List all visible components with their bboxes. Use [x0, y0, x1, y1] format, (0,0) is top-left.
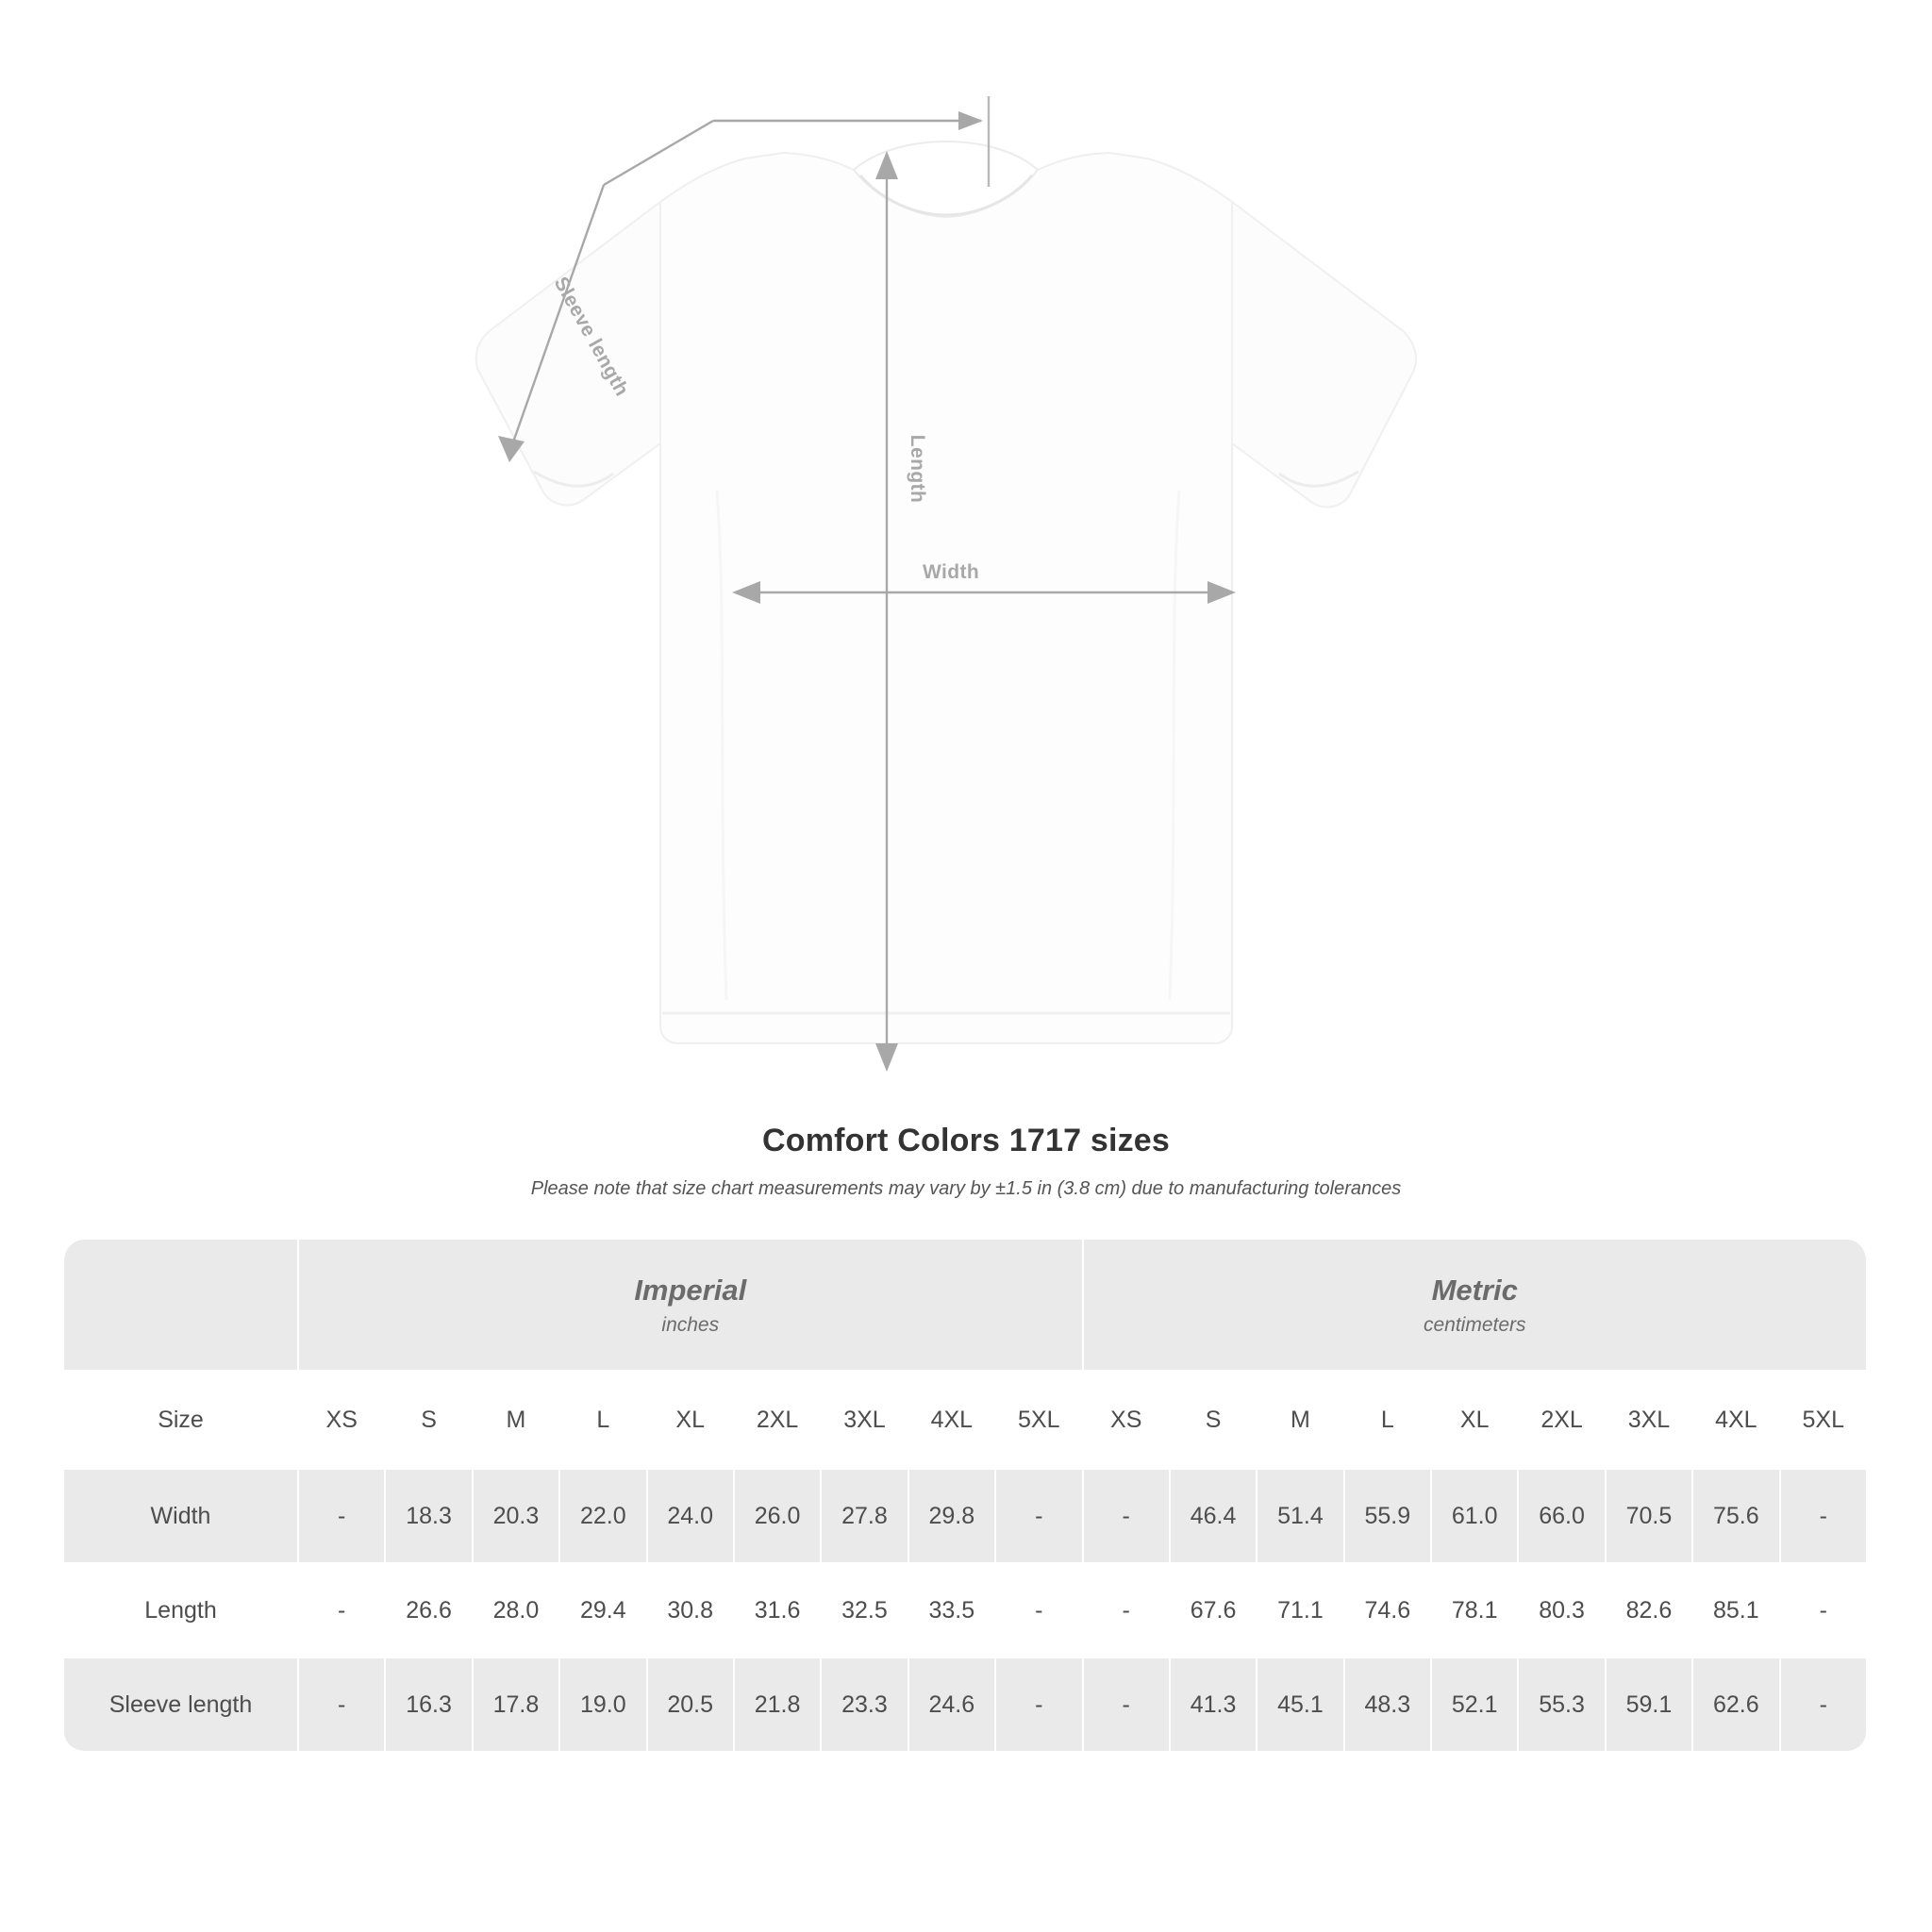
cell-sleeve-imperial-4xl: 24.6	[909, 1658, 996, 1753]
cell-length-metric-4xl: 85.1	[1693, 1564, 1780, 1658]
cell-width-metric-4xl: 75.6	[1693, 1470, 1780, 1564]
cell-width-metric-3xl: 70.5	[1607, 1470, 1693, 1564]
unit-system-row	[64, 1240, 1868, 1372]
cell-sleeve-metric-xs: -	[1084, 1658, 1171, 1753]
cell-length-metric-5xl: -	[1781, 1564, 1868, 1658]
cell-length-metric-3xl: 82.6	[1607, 1564, 1693, 1658]
size-table-container	[64, 1240, 1868, 1753]
cell-length-metric-xs: -	[1084, 1564, 1171, 1658]
cell-width-imperial-l: 22.0	[560, 1470, 647, 1564]
size-header-metric-3xl: 3XL	[1607, 1372, 1693, 1470]
cell-sleeve-imperial-m: 17.8	[474, 1658, 560, 1753]
sleeve-length-annotation-label: Sleeve length	[549, 273, 633, 400]
cell-width-metric-l: 55.9	[1345, 1470, 1432, 1564]
cell-width-metric-5xl: -	[1781, 1470, 1868, 1564]
cell-sleeve-imperial-xs: -	[299, 1658, 386, 1753]
size-header-metric-s: S	[1171, 1372, 1257, 1470]
size-header-imperial-3xl: 3XL	[822, 1372, 908, 1470]
cell-sleeve-metric-3xl: 59.1	[1607, 1658, 1693, 1753]
unit-group-imperial-unit: inches	[661, 1314, 720, 1337]
size-header-metric-m: M	[1257, 1372, 1344, 1470]
cell-length-imperial-m: 28.0	[474, 1564, 560, 1658]
cell-width-imperial-2xl: 26.0	[735, 1470, 822, 1564]
cell-sleeve-imperial-3xl: 23.3	[822, 1658, 908, 1753]
unit-group-metric	[1084, 1240, 1868, 1372]
cell-length-imperial-l: 29.4	[560, 1564, 647, 1658]
cell-length-imperial-s: 26.6	[386, 1564, 473, 1658]
cell-sleeve-metric-xl: 52.1	[1432, 1658, 1519, 1753]
unit-group-imperial	[299, 1240, 1084, 1372]
unit-group-metric-name: Metric	[1431, 1273, 1518, 1307]
length-annotation-label: Length	[907, 434, 929, 504]
unit-group-metric-unit: centimeters	[1423, 1314, 1526, 1337]
row-label-width: Width	[64, 1470, 299, 1564]
cell-length-imperial-xl: 30.8	[648, 1564, 735, 1658]
table-row	[64, 1658, 1868, 1753]
table-row	[64, 1470, 1868, 1564]
size-header-imperial-2xl: 2XL	[735, 1372, 822, 1470]
cell-sleeve-metric-4xl: 62.6	[1693, 1658, 1780, 1753]
row-label-sleeve-length: Sleeve length	[64, 1658, 299, 1753]
size-header-imperial-xs: XS	[299, 1372, 386, 1470]
cell-width-metric-m: 51.4	[1257, 1470, 1344, 1564]
cell-width-metric-2xl: 66.0	[1519, 1470, 1606, 1564]
page-title: Comfort Colors 1717 sizes	[761, 1123, 1171, 1158]
row-label-length: Length	[64, 1564, 299, 1658]
heading-block	[0, 1123, 1932, 1200]
cell-width-imperial-3xl: 27.8	[822, 1470, 908, 1564]
width-annotation-label: Width	[923, 561, 980, 583]
size-header-row	[64, 1372, 1868, 1470]
cell-length-imperial-xs: -	[299, 1564, 386, 1658]
cell-length-metric-s: 67.6	[1171, 1564, 1257, 1658]
size-header-metric-5xl: 5XL	[1781, 1372, 1868, 1470]
size-header-imperial-xl: XL	[648, 1372, 735, 1470]
cell-width-imperial-xl: 24.0	[648, 1470, 735, 1564]
cell-width-imperial-s: 18.3	[386, 1470, 473, 1564]
size-table	[64, 1240, 1868, 1753]
table-row	[64, 1564, 1868, 1658]
cell-sleeve-metric-s: 41.3	[1171, 1658, 1257, 1753]
unit-corner-cell	[64, 1240, 299, 1372]
size-header-imperial-4xl: 4XL	[909, 1372, 996, 1470]
cell-sleeve-metric-m: 45.1	[1257, 1658, 1344, 1753]
cell-width-metric-xl: 61.0	[1432, 1470, 1519, 1564]
size-header-imperial-l: L	[560, 1372, 647, 1470]
cell-sleeve-imperial-s: 16.3	[386, 1658, 473, 1753]
cell-width-imperial-m: 20.3	[474, 1470, 560, 1564]
cell-width-metric-xs: -	[1084, 1470, 1171, 1564]
size-header-metric-xl: XL	[1432, 1372, 1519, 1470]
cell-sleeve-imperial-5xl: -	[996, 1658, 1084, 1753]
cell-width-metric-s: 46.4	[1171, 1470, 1257, 1564]
size-header-metric-4xl: 4XL	[1693, 1372, 1780, 1470]
cell-sleeve-imperial-xl: 20.5	[648, 1658, 735, 1753]
size-header-imperial-m: M	[474, 1372, 560, 1470]
cell-length-imperial-2xl: 31.6	[735, 1564, 822, 1658]
size-header-label: Size	[64, 1372, 299, 1470]
tolerance-note: Please note that size chart measurements may vary by ±1.5 in (3.8 cm) due to manufacturing tolerances	[530, 1178, 1402, 1199]
size-header-imperial-s: S	[386, 1372, 473, 1470]
size-header-metric-2xl: 2XL	[1519, 1372, 1606, 1470]
size-header-metric-xs: XS	[1084, 1372, 1171, 1470]
cell-sleeve-imperial-l: 19.0	[560, 1658, 647, 1753]
size-header-metric-l: L	[1345, 1372, 1432, 1470]
cell-length-metric-xl: 78.1	[1432, 1564, 1519, 1658]
cell-length-imperial-3xl: 32.5	[822, 1564, 908, 1658]
cell-sleeve-metric-2xl: 55.3	[1519, 1658, 1606, 1753]
cell-width-imperial-4xl: 29.8	[909, 1470, 996, 1564]
cell-width-imperial-5xl: -	[996, 1470, 1084, 1564]
cell-sleeve-imperial-2xl: 21.8	[735, 1658, 822, 1753]
cell-sleeve-metric-5xl: -	[1781, 1658, 1868, 1753]
cell-length-metric-m: 71.1	[1257, 1564, 1344, 1658]
cell-width-imperial-xs: -	[299, 1470, 386, 1564]
cell-sleeve-metric-l: 48.3	[1345, 1658, 1432, 1753]
unit-group-imperial-name: Imperial	[634, 1273, 747, 1307]
cell-length-imperial-4xl: 33.5	[909, 1564, 996, 1658]
cell-length-imperial-5xl: -	[996, 1564, 1084, 1658]
cell-length-metric-l: 74.6	[1345, 1564, 1432, 1658]
size-header-imperial-5xl: 5XL	[996, 1372, 1084, 1470]
cell-length-metric-2xl: 80.3	[1519, 1564, 1606, 1658]
